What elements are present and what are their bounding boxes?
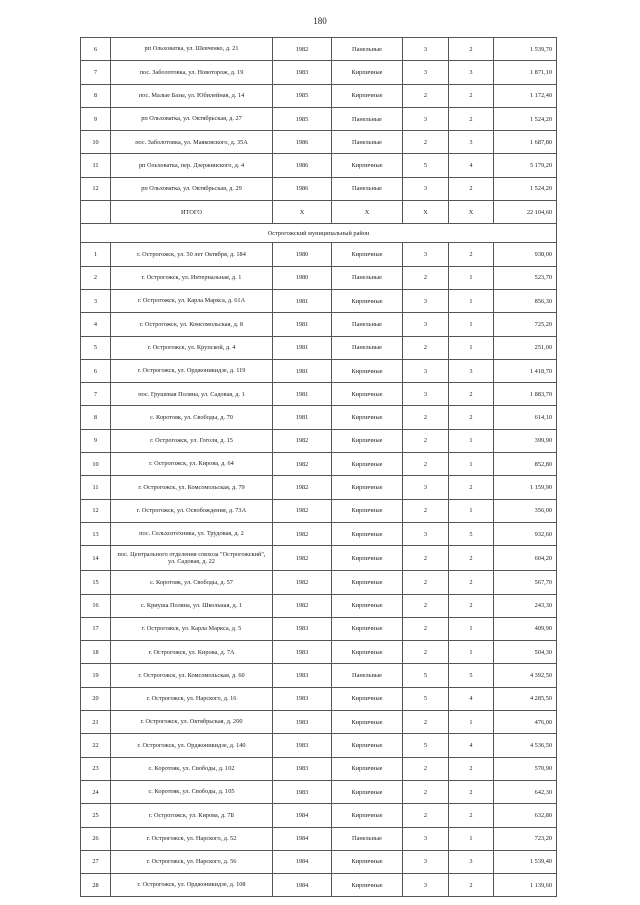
row-address: г. Острогожск, ул. Нарского, д. 52	[111, 827, 273, 850]
row-address: г. Острогожск, ул. Октябрьская, д. 200	[111, 711, 273, 734]
row-area: 725,20	[494, 313, 557, 336]
row-year: 1982	[273, 522, 332, 545]
row-entrances: 1	[449, 266, 494, 289]
row-entrances: 2	[449, 84, 494, 107]
row-number: 9	[81, 429, 111, 452]
row-area: 1 172,40	[494, 84, 557, 107]
row-material: Кирпичные	[332, 406, 403, 429]
section-title: Острогожский муниципальный район	[81, 224, 557, 243]
row-area: 856,30	[494, 289, 557, 312]
row-address: г. Острогожск, ул. Крупской, д. 4	[111, 336, 273, 359]
row-floors: 2	[403, 266, 449, 289]
row-area: 570,90	[494, 757, 557, 780]
row-material: Кирпичные	[332, 850, 403, 873]
row-area: 1 871,10	[494, 61, 557, 84]
total-label: ИТОГО	[111, 201, 273, 224]
row-floors: 2	[403, 499, 449, 522]
row-area: 723,20	[494, 827, 557, 850]
table-row	[81, 617, 557, 640]
row-address: г. Острогожск, ул. Комсомольская, д. 8	[111, 313, 273, 336]
row-address: г. Острогожск, ул. Орджоникидзе, д. 119	[111, 359, 273, 382]
row-material: Панельные	[332, 827, 403, 850]
row-number: 26	[81, 827, 111, 850]
total-year: Х	[273, 201, 332, 224]
row-material: Кирпичные	[332, 546, 403, 571]
row-floors: 5	[403, 154, 449, 177]
total-row	[81, 201, 557, 224]
row-number: 25	[81, 804, 111, 827]
table-row	[81, 641, 557, 664]
row-area: 476,00	[494, 711, 557, 734]
row-address: пос. Малые Базы, ул. Юбилейная, д. 14	[111, 84, 273, 107]
row-material: Кирпичные	[332, 874, 403, 897]
row-area: 356,00	[494, 499, 557, 522]
row-floors: 3	[403, 38, 449, 61]
row-number: 7	[81, 61, 111, 84]
row-number: 7	[81, 383, 111, 406]
row-year: 1984	[273, 804, 332, 827]
row-entrances: 1	[449, 313, 494, 336]
row-entrances: 2	[449, 874, 494, 897]
row-year: 1980	[273, 243, 332, 266]
row-year: 1981	[273, 359, 332, 382]
row-entrances: 2	[449, 177, 494, 200]
row-year: 1982	[273, 38, 332, 61]
row-area: 4 285,50	[494, 687, 557, 710]
row-material: Кирпичные	[332, 383, 403, 406]
row-address: с. Коротояк, ул. Свободы, д. 105	[111, 780, 273, 803]
row-entrances: 5	[449, 664, 494, 687]
row-floors: 3	[403, 476, 449, 499]
row-material: Панельные	[332, 38, 403, 61]
row-material: Панельные	[332, 131, 403, 154]
row-floors: 3	[403, 850, 449, 873]
row-number: 18	[81, 641, 111, 664]
row-number: 23	[81, 757, 111, 780]
row-entrances: 2	[449, 38, 494, 61]
row-address: рп Ольховатка, ул. Октябрьская, д. 29	[111, 177, 273, 200]
row-year: 1983	[273, 61, 332, 84]
row-entrances: 3	[449, 131, 494, 154]
row-area: 1 524,20	[494, 107, 557, 130]
table-row	[81, 336, 557, 359]
row-year: 1983	[273, 711, 332, 734]
row-year: 1983	[273, 734, 332, 757]
row-year: 1983	[273, 664, 332, 687]
row-material: Кирпичные	[332, 594, 403, 617]
row-floors: 3	[403, 107, 449, 130]
row-area: 1 159,90	[494, 476, 557, 499]
table-total	[81, 201, 557, 243]
row-entrances: 2	[449, 780, 494, 803]
row-material: Кирпичные	[332, 687, 403, 710]
row-floors: 2	[403, 617, 449, 640]
row-number: 9	[81, 107, 111, 130]
row-area: 523,70	[494, 266, 557, 289]
housing-registry-table	[80, 37, 557, 897]
row-entrances: 1	[449, 336, 494, 359]
row-entrances: 1	[449, 289, 494, 312]
row-floors: 2	[403, 711, 449, 734]
table-row	[81, 313, 557, 336]
row-year: 1981	[273, 336, 332, 359]
row-floors: 3	[403, 522, 449, 545]
row-number: 1	[81, 243, 111, 266]
row-floors: 2	[403, 757, 449, 780]
row-address: рп Ольховатка, ул. Октябрьская, д. 27	[111, 107, 273, 130]
row-number: 4	[81, 313, 111, 336]
row-area: 1 539,70	[494, 38, 557, 61]
row-material: Кирпичные	[332, 499, 403, 522]
row-material: Кирпичные	[332, 84, 403, 107]
row-number: 3	[81, 289, 111, 312]
row-area: 5 179,20	[494, 154, 557, 177]
row-address: с. Коротояк, ул. Свободы, д. 102	[111, 757, 273, 780]
table-row	[81, 266, 557, 289]
row-address: г. Острогожск, ул. Гоголя, д. 15	[111, 429, 273, 452]
row-material: Кирпичные	[332, 243, 403, 266]
row-address: пос. Заболотовка, ул. Новоторож, д. 19	[111, 61, 273, 84]
table-row	[81, 499, 557, 522]
row-floors: 3	[403, 383, 449, 406]
table-row	[81, 359, 557, 382]
row-entrances: 2	[449, 571, 494, 594]
row-address: с. Криуша Поляна, ул. Школьная, д. 1	[111, 594, 273, 617]
row-area: 1 883,70	[494, 383, 557, 406]
row-floors: 2	[403, 804, 449, 827]
row-address: рп Ольховатка, пер. Дзержинского, д. 4	[111, 154, 273, 177]
table-row	[81, 687, 557, 710]
page-number: 180	[313, 16, 327, 26]
row-address: г. Острогожск, ул. 50 лет Октября, д. 184	[111, 243, 273, 266]
row-entrances: 2	[449, 243, 494, 266]
row-year: 1982	[273, 594, 332, 617]
row-entrances: 2	[449, 476, 494, 499]
row-address: г. Острогожск, ул. Нарского, д. 16	[111, 687, 273, 710]
row-address: г. Острогожск, ул. Комсомольская, д. 60	[111, 664, 273, 687]
row-number: 11	[81, 154, 111, 177]
row-year: 1986	[273, 131, 332, 154]
row-year: 1984	[273, 874, 332, 897]
row-area: 409,90	[494, 617, 557, 640]
row-number: 16	[81, 594, 111, 617]
row-floors: 2	[403, 84, 449, 107]
table-row	[81, 38, 557, 61]
row-number: 5	[81, 336, 111, 359]
row-entrances: 2	[449, 546, 494, 571]
row-material: Кирпичные	[332, 780, 403, 803]
row-year: 1984	[273, 850, 332, 873]
row-address: пос. Сельхозтехника, ул. Трудовая, д. 2	[111, 522, 273, 545]
row-entrances: 4	[449, 154, 494, 177]
row-area: 251,00	[494, 336, 557, 359]
table-row	[81, 874, 557, 897]
row-entrances: 3	[449, 359, 494, 382]
row-address: рп Ольховатка, ул. Шевченко, д. 21	[111, 38, 273, 61]
row-area: 243,30	[494, 594, 557, 617]
row-number: 22	[81, 734, 111, 757]
row-address: г. Острогожск, ул. Орджоникидзе, д. 140	[111, 734, 273, 757]
row-number: 15	[81, 571, 111, 594]
row-material: Кирпичные	[332, 711, 403, 734]
row-year: 1982	[273, 571, 332, 594]
row-year: 1982	[273, 476, 332, 499]
row-material: Кирпичные	[332, 522, 403, 545]
row-floors: 2	[403, 453, 449, 476]
row-floors: 2	[403, 571, 449, 594]
row-floors: 3	[403, 827, 449, 850]
table-row	[81, 383, 557, 406]
row-year: 1982	[273, 546, 332, 571]
row-entrances: 2	[449, 594, 494, 617]
row-area: 567,70	[494, 571, 557, 594]
row-number: 8	[81, 84, 111, 107]
table-body-main	[81, 243, 557, 897]
row-entrances: 1	[449, 499, 494, 522]
row-number: 27	[81, 850, 111, 873]
row-area: 399,90	[494, 429, 557, 452]
table-row	[81, 827, 557, 850]
row-material: Кирпичные	[332, 476, 403, 499]
row-number: 21	[81, 711, 111, 734]
row-material: Кирпичные	[332, 154, 403, 177]
total-num	[81, 201, 111, 224]
row-address: г. Острогожск, ул. Интернальная, д. 1	[111, 266, 273, 289]
row-area: 604,20	[494, 546, 557, 571]
row-entrances: 2	[449, 406, 494, 429]
table-row	[81, 154, 557, 177]
row-number: 24	[81, 780, 111, 803]
row-number: 13	[81, 522, 111, 545]
table-row	[81, 107, 557, 130]
row-year: 1982	[273, 429, 332, 452]
total-area: 22 104,60	[494, 201, 557, 224]
row-year: 1983	[273, 641, 332, 664]
row-material: Кирпичные	[332, 429, 403, 452]
row-year: 1982	[273, 499, 332, 522]
row-year: 1985	[273, 107, 332, 130]
table-row	[81, 84, 557, 107]
row-year: 1981	[273, 289, 332, 312]
row-floors: 3	[403, 289, 449, 312]
row-floors: 2	[403, 780, 449, 803]
table-row	[81, 61, 557, 84]
row-number: 11	[81, 476, 111, 499]
table-row	[81, 734, 557, 757]
row-material: Кирпичные	[332, 804, 403, 827]
row-material: Панельные	[332, 336, 403, 359]
total-material: Х	[332, 201, 403, 224]
row-address: пос. Грушевая Поляна, ул. Садовая, д. 1	[111, 383, 273, 406]
table-row	[81, 594, 557, 617]
row-entrances: 2	[449, 383, 494, 406]
row-material: Кирпичные	[332, 757, 403, 780]
row-entrances: 2	[449, 757, 494, 780]
total-floors: Х	[403, 201, 449, 224]
table-row	[81, 711, 557, 734]
row-floors: 3	[403, 874, 449, 897]
row-number: 12	[81, 499, 111, 522]
row-material: Панельные	[332, 177, 403, 200]
table-row	[81, 571, 557, 594]
table-row	[81, 780, 557, 803]
row-entrances: 1	[449, 827, 494, 850]
table-row	[81, 546, 557, 571]
row-address: с. Коротояк, ул. Свободы, д. 70	[111, 406, 273, 429]
row-area: 1 687,80	[494, 131, 557, 154]
row-entrances: 1	[449, 711, 494, 734]
table-row	[81, 850, 557, 873]
row-number: 17	[81, 617, 111, 640]
row-entrances: 2	[449, 107, 494, 130]
row-material: Кирпичные	[332, 61, 403, 84]
row-floors: 3	[403, 243, 449, 266]
row-address: г. Острогожск, ул. Освобождения, д. 73А	[111, 499, 273, 522]
row-entrances: 1	[449, 453, 494, 476]
row-entrances: 2	[449, 804, 494, 827]
row-address: г. Острогожск, ул. Комсомольская, д. 79	[111, 476, 273, 499]
row-area: 504,30	[494, 641, 557, 664]
row-area: 938,00	[494, 243, 557, 266]
table-row	[81, 289, 557, 312]
row-year: 1983	[273, 780, 332, 803]
row-address: г. Острогожск, ул. Кирова, д. 7А	[111, 641, 273, 664]
row-material: Кирпичные	[332, 359, 403, 382]
row-entrances: 3	[449, 61, 494, 84]
row-material: Кирпичные	[332, 641, 403, 664]
table-row	[81, 476, 557, 499]
row-material: Кирпичные	[332, 289, 403, 312]
row-year: 1980	[273, 266, 332, 289]
row-number: 8	[81, 406, 111, 429]
row-address: г. Острогожск, ул. Карла Маркса, д. 5	[111, 617, 273, 640]
row-floors: 3	[403, 359, 449, 382]
row-area: 632,80	[494, 804, 557, 827]
table-row	[81, 177, 557, 200]
row-material: Панельные	[332, 664, 403, 687]
row-floors: 2	[403, 336, 449, 359]
row-material: Кирпичные	[332, 571, 403, 594]
row-area: 642,30	[494, 780, 557, 803]
row-address: г. Острогожск, ул. Карла Маркса, д. 61А	[111, 289, 273, 312]
row-year: 1983	[273, 757, 332, 780]
row-floors: 2	[403, 406, 449, 429]
table-row	[81, 757, 557, 780]
row-entrances: 3	[449, 850, 494, 873]
row-number: 20	[81, 687, 111, 710]
row-address: г. Острогожск, ул. Орджоникидзе, д. 108	[111, 874, 273, 897]
row-number: 6	[81, 359, 111, 382]
row-address: пос. Заболотовка, ул. Маяковского, д. 35А	[111, 131, 273, 154]
row-number: 12	[81, 177, 111, 200]
row-floors: 5	[403, 687, 449, 710]
row-number: 6	[81, 38, 111, 61]
row-year: 1982	[273, 453, 332, 476]
row-address: пос. Центрального отделения совхоза "Острогожский", ул. Садовая, д. 22	[111, 546, 273, 571]
row-floors: 2	[403, 641, 449, 664]
row-entrances: 4	[449, 687, 494, 710]
row-entrances: 1	[449, 429, 494, 452]
row-number: 14	[81, 546, 111, 571]
row-year: 1984	[273, 827, 332, 850]
row-area: 614,10	[494, 406, 557, 429]
row-floors: 2	[403, 429, 449, 452]
row-entrances: 1	[449, 641, 494, 664]
total-entrances: Х	[449, 201, 494, 224]
row-year: 1986	[273, 154, 332, 177]
row-area: 852,80	[494, 453, 557, 476]
row-floors: 2	[403, 546, 449, 571]
table-row	[81, 131, 557, 154]
row-area: 1 539,40	[494, 850, 557, 873]
table-row	[81, 664, 557, 687]
row-floors: 2	[403, 131, 449, 154]
table-row	[81, 429, 557, 452]
table-row	[81, 522, 557, 545]
table-row	[81, 453, 557, 476]
row-entrances: 4	[449, 734, 494, 757]
row-area: 932,60	[494, 522, 557, 545]
row-entrances: 1	[449, 617, 494, 640]
row-material: Панельные	[332, 313, 403, 336]
table-body-top	[81, 38, 557, 201]
row-address: г. Острогожск, ул. Кирова, д. 7Б	[111, 804, 273, 827]
row-number: 10	[81, 453, 111, 476]
row-number: 10	[81, 131, 111, 154]
row-floors: 3	[403, 177, 449, 200]
row-area: 1 524,20	[494, 177, 557, 200]
row-year: 1983	[273, 617, 332, 640]
row-number: 19	[81, 664, 111, 687]
row-number: 28	[81, 874, 111, 897]
row-floors: 5	[403, 664, 449, 687]
row-area: 4 392,50	[494, 664, 557, 687]
row-entrances: 5	[449, 522, 494, 545]
table-row	[81, 406, 557, 429]
row-floors: 3	[403, 61, 449, 84]
row-floors: 3	[403, 313, 449, 336]
row-material: Панельные	[332, 266, 403, 289]
row-floors: 2	[403, 594, 449, 617]
row-number: 2	[81, 266, 111, 289]
table-row	[81, 804, 557, 827]
row-material: Кирпичные	[332, 453, 403, 476]
row-material: Кирпичные	[332, 617, 403, 640]
row-address: г. Острогожск, ул. Кирова, д. 64	[111, 453, 273, 476]
row-year: 1983	[273, 687, 332, 710]
row-address: с. Коротояк, ул. Свободы, д. 57	[111, 571, 273, 594]
row-year: 1981	[273, 313, 332, 336]
row-address: г. Острогожск, ул. Нарского, д. 56	[111, 850, 273, 873]
row-area: 1 139,60	[494, 874, 557, 897]
section-header-row	[81, 224, 557, 243]
row-year: 1985	[273, 84, 332, 107]
row-year: 1981	[273, 383, 332, 406]
row-area: 4 536,50	[494, 734, 557, 757]
row-year: 1986	[273, 177, 332, 200]
row-material: Кирпичные	[332, 734, 403, 757]
row-year: 1981	[273, 406, 332, 429]
row-floors: 5	[403, 734, 449, 757]
row-material: Панельные	[332, 107, 403, 130]
table-row	[81, 243, 557, 266]
row-area: 1 418,70	[494, 359, 557, 382]
